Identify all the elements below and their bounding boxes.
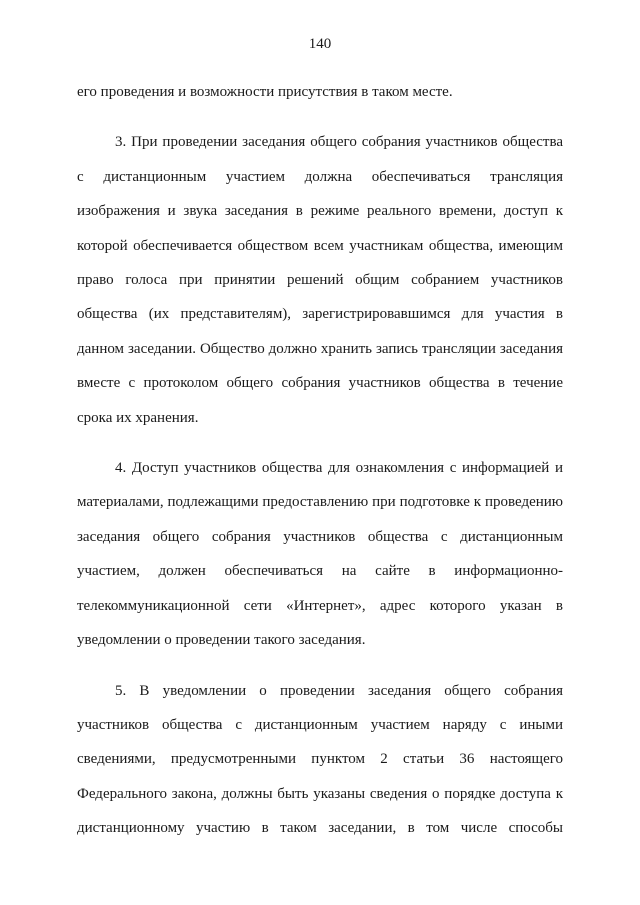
paragraph-item-3: 3. При проведении заседания общего собрания участников общества с дистанционным участием должна обеспечиваться трансляция изображения и звука заседания в режиме реального времени, доступ к которой обеспечивается обществом всем участникам общества, имеющим право голоса при принятии решений общим собранием участников общества (их представителям), зарегистрировавшимся для участия в данном заседании. Общество должно хранить запись трансляции заседания вместе с протоколом общего собрания участников общества в течение срока их хранения. bbox=[77, 134, 563, 426]
document-body bbox=[77, 75, 563, 862]
paragraph-item-4: 4. Доступ участников общества для ознакомления с информацией и материалами, подлежащими предоставлению при подготовке к проведению заседания общего собрания участников общества с дистанционным участием, должен обеспечиваться на сайте в информационно-телекоммуникационной сети «Интернет», адрес которого указан в уведомлении о проведении такого заседания. bbox=[77, 460, 563, 649]
paragraph-item-5: 5. В уведомлении о проведении заседания общего собрания участников общества с дистанционным участием наряду с иными сведениями, предусмотренными пунктом 2 статьи 36 настоящего Федерального закона, должны быть указаны сведения о порядке доступа к дистанционному участию в таком заседании, в том числе способы bbox=[77, 682, 563, 837]
page-number: 140 bbox=[308, 36, 332, 52]
paragraph-continuation: его проведения и возможности присутствия в таком месте. bbox=[77, 84, 453, 100]
